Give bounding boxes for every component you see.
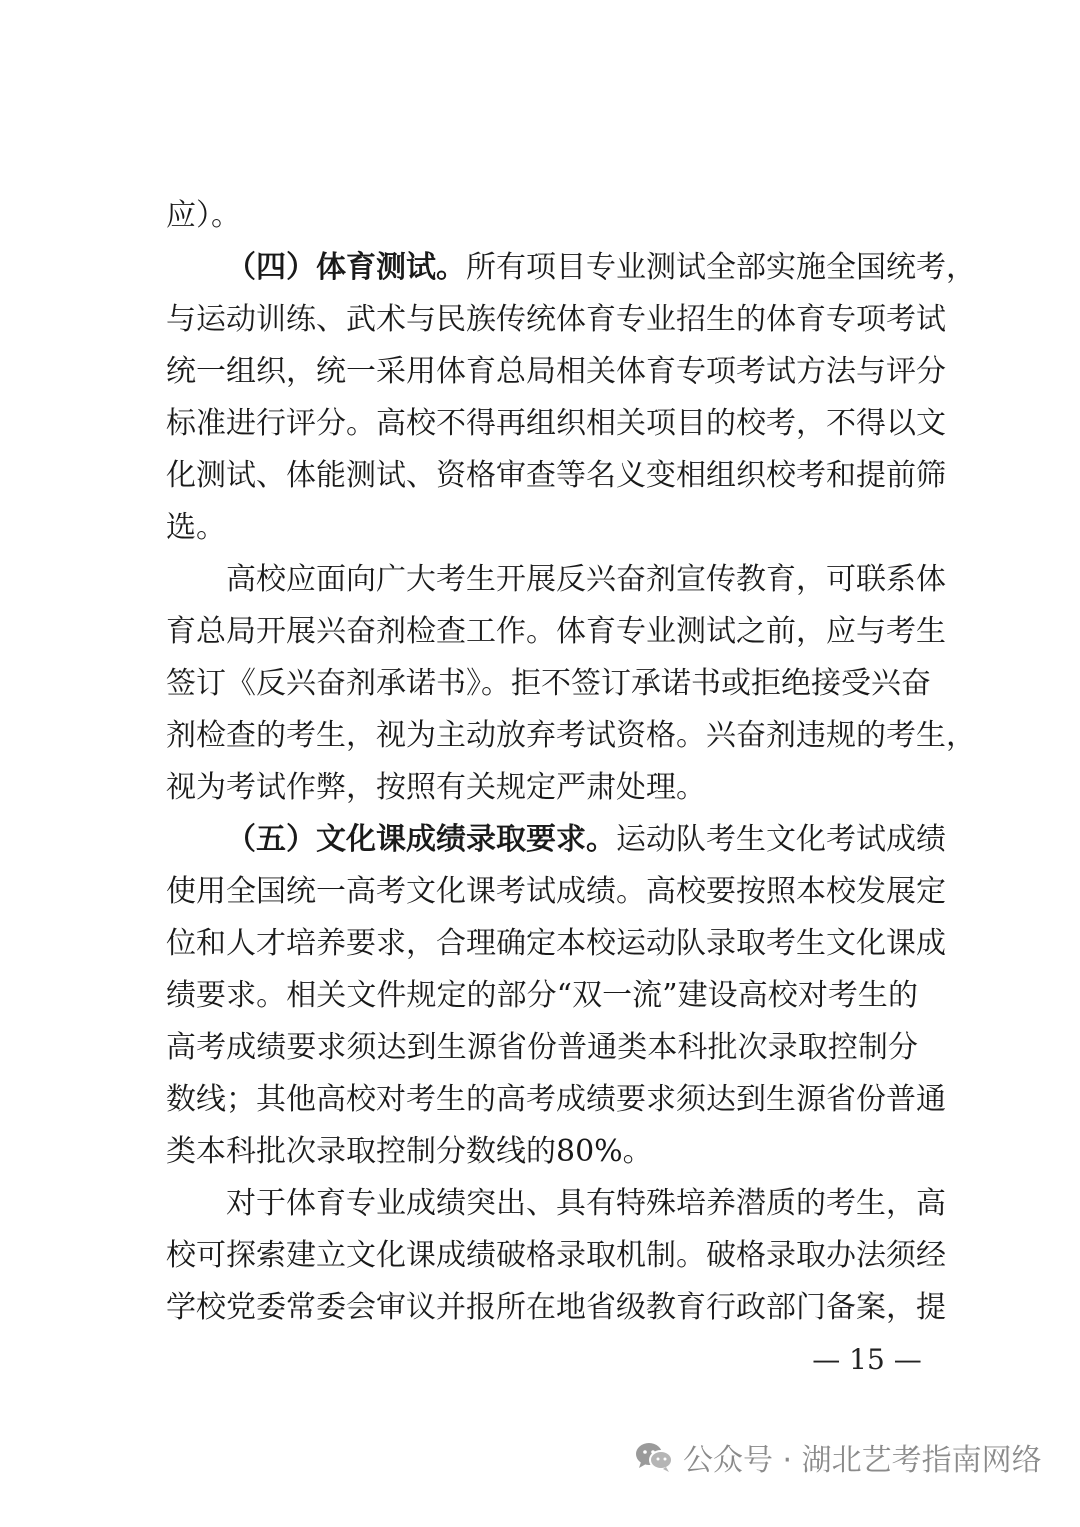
text-line: 化测试、体能测试、资格审查等名义变相组织校考和提前筛 (166, 458, 946, 493)
text-line: 使用全国统一高考文化课考试成绩。高校要按照本校发展定 (166, 874, 946, 909)
text-span: 运动队考生文化考试成绩 (616, 822, 946, 857)
text-line: 绩要求。相关文件规定的部分“双一流”建设高校对考生的 (166, 978, 918, 1013)
text-line: 视为考试作弊，按照有关规定严肃处理。 (166, 770, 706, 805)
text-line: 高校应面向广大考生开展反兴奋剂宣传教育，可联系体 (226, 562, 946, 597)
text-line (166, 814, 946, 866)
text-line: 与运动训练、武术与民族传统体育专业招生的体育专项考试 (166, 302, 946, 337)
text-span: 所有项目专业测试全部实施全国统考， (466, 250, 976, 285)
section-heading: （四）体育测试。 (226, 250, 466, 285)
text-line: 应）。 (166, 198, 241, 233)
text-line: 签订《反兴奋剂承诺书》。拒不签订承诺书或拒绝接受兴奋 (166, 666, 931, 701)
wechat-icon (635, 1441, 673, 1473)
text-line: 高考成绩要求须达到生源省份普通类本科批次录取控制分 (166, 1030, 918, 1065)
watermark-text: 公众号 · 湖北艺考指南网络 (683, 1443, 1042, 1478)
text-line: 类本科批次录取控制分数线的80%。 (166, 1134, 653, 1169)
text-line: 剂检查的考生，视为主动放弃考试资格。兴奋剂违规的考生， (166, 718, 976, 753)
text-line: 育总局开展兴奋剂检查工作。体育专业测试之前，应与考生 (166, 614, 946, 649)
text-line: 校可探索建立文化课成绩破格录取机制。破格录取办法须经 (166, 1238, 946, 1273)
text-line: 数线；其他高校对考生的高考成绩要求须达到生源省份普通 (166, 1082, 946, 1117)
document-body (166, 190, 976, 1334)
text-line (166, 242, 976, 294)
text-line: 位和人才培养要求，合理确定本校运动队录取考生文化课成 (166, 926, 946, 961)
watermark (635, 1432, 1042, 1482)
text-line: 学校党委常委会审议并报所在地省级教育行政部门备案，提 (166, 1290, 946, 1325)
text-line: 选。 (166, 510, 226, 545)
section-heading: （五）文化课成绩录取要求。 (226, 822, 616, 857)
text-line: 统一组织，统一采用体育总局相关体育专项考试方法与评分 (166, 354, 946, 389)
page-number: — 15 — (812, 1343, 922, 1376)
text-line: 标准进行评分。高校不得再组织相关项目的校考，不得以文 (166, 406, 946, 441)
text-line: 对于体育专业成绩突出、具有特殊培养潜质的考生，高 (226, 1186, 946, 1221)
